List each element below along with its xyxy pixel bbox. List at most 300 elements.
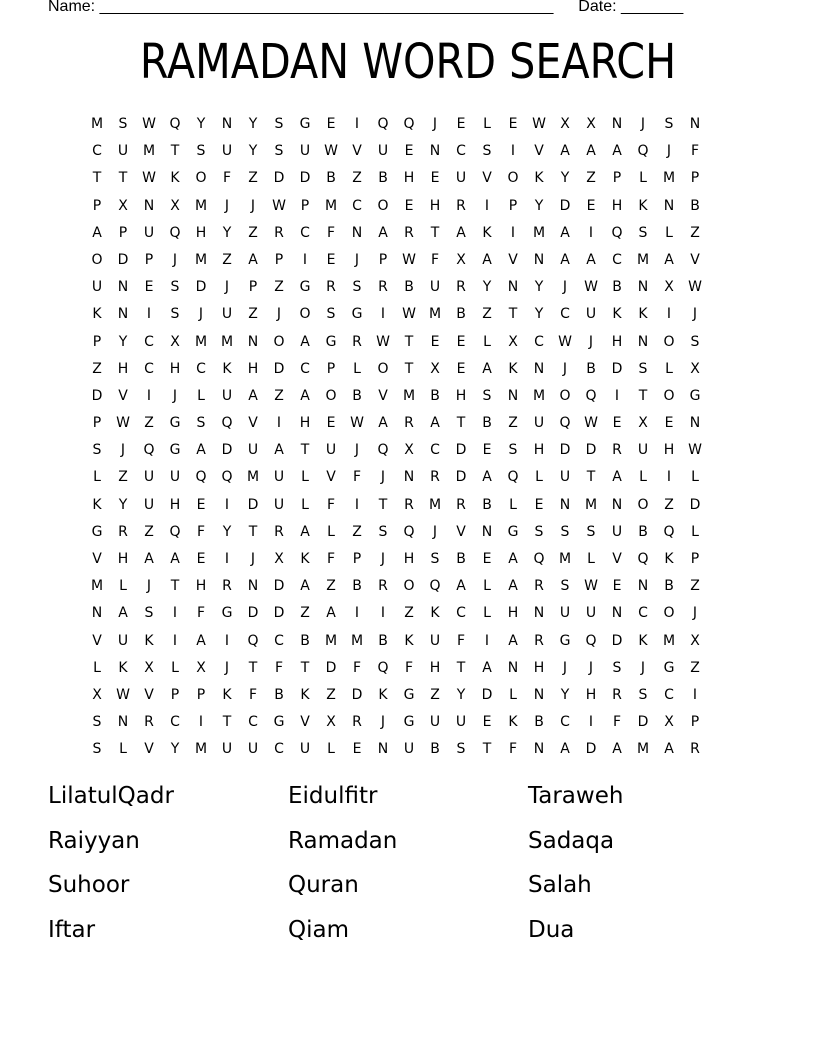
grid-letter: K xyxy=(92,496,102,513)
grid-letter: U xyxy=(559,605,571,622)
grid-letter: B xyxy=(482,496,492,513)
grid-letter: N xyxy=(611,496,623,513)
grid-letter: Y xyxy=(118,333,128,350)
grid-letter: D xyxy=(611,632,623,649)
grid-letter: H xyxy=(403,170,415,187)
grid-letter: J xyxy=(354,442,360,459)
grid-letter: U xyxy=(117,632,129,649)
grid-letter: O xyxy=(403,578,415,595)
grid-letter: S xyxy=(170,279,180,296)
grid-letter: A xyxy=(456,578,466,595)
grid-letter: R xyxy=(222,578,232,595)
grid-letter: T xyxy=(456,659,466,676)
grid-letter: Z xyxy=(690,224,700,241)
grid-letter: O xyxy=(299,306,311,323)
grid-letter: Z xyxy=(326,578,336,595)
grid-letter: G xyxy=(169,415,181,432)
grid-letter: X xyxy=(118,197,128,214)
grid-letter: M xyxy=(558,551,572,567)
grid-letter: Z xyxy=(118,469,128,486)
grid-letter: Y xyxy=(534,197,544,214)
grid-letter: Q xyxy=(377,659,389,676)
grid-letter: C xyxy=(664,686,674,703)
grid-letter: L xyxy=(327,523,335,540)
grid-letter: L xyxy=(509,686,517,703)
grid-letter: P xyxy=(274,251,284,268)
grid-letter: H xyxy=(195,224,207,241)
grid-letter: H xyxy=(195,578,207,595)
grid-letter: V xyxy=(508,251,518,268)
grid-letter: N xyxy=(637,279,649,296)
grid-letter: V xyxy=(92,632,102,649)
grid-letter: S xyxy=(430,551,440,567)
grid-letter: U xyxy=(455,170,467,187)
grid-letter: N xyxy=(533,251,545,268)
grid-letter: X xyxy=(690,360,700,377)
grid-letter: U xyxy=(559,469,571,486)
grid-letter: W xyxy=(142,116,156,132)
grid-letter: A xyxy=(664,741,674,758)
grid-letter: D xyxy=(221,442,233,459)
grid-letter: I xyxy=(224,496,230,513)
grid-letter: D xyxy=(611,360,623,377)
grid-letter: B xyxy=(638,523,648,540)
grid-letter: Z xyxy=(274,279,284,296)
grid-letter: C xyxy=(612,251,622,268)
grid-letter: I xyxy=(146,306,152,323)
grid-letter: K xyxy=(482,224,492,241)
grid-letter: S xyxy=(482,387,492,404)
grid-letter: I xyxy=(588,714,594,731)
grid-letter: F xyxy=(222,170,232,187)
grid-letter: R xyxy=(430,469,440,486)
grid-letter: E xyxy=(508,116,518,132)
grid-letter: M xyxy=(324,197,338,214)
grid-letter: N xyxy=(637,333,649,350)
grid-letter: A xyxy=(170,551,180,567)
grid-letter: W xyxy=(558,333,572,350)
grid-letter: L xyxy=(119,741,127,758)
grid-letter: J xyxy=(380,714,386,731)
grid-letter: U xyxy=(143,496,155,513)
grid-letter: T xyxy=(300,442,310,459)
grid-letter: P xyxy=(508,197,518,214)
grid-letter: D xyxy=(351,686,363,703)
grid-letter: X xyxy=(196,659,206,676)
grid-letter: G xyxy=(91,523,103,540)
grid-letter: U xyxy=(91,279,103,296)
grid-letter: V xyxy=(456,523,466,540)
grid-letter: A xyxy=(664,251,674,268)
grid-letter: M xyxy=(636,741,650,758)
letter-grid xyxy=(84,111,708,764)
grid-letter: J xyxy=(354,251,360,268)
grid-letter: X xyxy=(664,279,674,296)
grid-letter: S xyxy=(508,442,518,459)
grid-letter: Q xyxy=(195,469,207,486)
grid-letter: A xyxy=(300,333,310,350)
grid-letter: W xyxy=(324,143,338,160)
grid-letter: W xyxy=(402,306,416,323)
grid-letter: W xyxy=(272,197,286,214)
grid-letter: V xyxy=(690,251,700,268)
grid-letter: H xyxy=(663,442,675,459)
grid-letter: M xyxy=(194,741,208,758)
grid-letter: L xyxy=(483,333,491,350)
grid-letter: Z xyxy=(586,170,596,187)
grid-letter: I xyxy=(484,197,490,214)
grid-letter: G xyxy=(559,632,571,649)
grid-letter: Z xyxy=(92,360,102,377)
grid-letter: C xyxy=(300,224,310,241)
grid-letter: B xyxy=(300,632,310,649)
grid-letter: X xyxy=(560,116,570,132)
grid-letter: T xyxy=(482,741,492,758)
grid-letter: J xyxy=(250,197,256,214)
grid-letter: I xyxy=(198,714,204,731)
grid-letter: Z xyxy=(326,686,336,703)
grid-letter: Q xyxy=(169,523,181,540)
grid-letter: S xyxy=(612,659,622,676)
grid-letter: H xyxy=(117,551,129,567)
grid-letter: E xyxy=(664,415,674,432)
grid-letter: U xyxy=(429,632,441,649)
grid-letter: R xyxy=(456,197,466,214)
word-list-item: Qiam xyxy=(288,916,349,943)
grid-letter: B xyxy=(586,360,596,377)
grid-letter: X xyxy=(404,442,414,459)
grid-letter: D xyxy=(559,197,571,214)
grid-letter: Q xyxy=(533,551,545,567)
grid-letter: J xyxy=(640,116,646,132)
word-list-item: Iftar xyxy=(48,916,96,943)
grid-letter: T xyxy=(222,714,232,731)
word-list-item: Salah xyxy=(528,872,592,898)
grid-letter: W xyxy=(142,170,156,187)
grid-letter: P xyxy=(690,714,700,731)
grid-letter: K xyxy=(612,306,622,323)
grid-letter: Z xyxy=(404,605,414,622)
grid-letter: A xyxy=(248,387,258,404)
grid-letter: E xyxy=(456,360,466,377)
grid-letter: N xyxy=(247,578,259,595)
grid-letter: Y xyxy=(118,496,128,513)
grid-letter: E xyxy=(482,442,492,459)
grid-letter: B xyxy=(456,551,466,567)
word-list xyxy=(48,778,768,956)
grid-letter: U xyxy=(429,279,441,296)
grid-letter: F xyxy=(248,686,258,703)
grid-letter: V xyxy=(534,143,544,160)
grid-letter: C xyxy=(456,143,466,160)
grid-letter: B xyxy=(690,197,700,214)
grid-letter: H xyxy=(611,197,623,214)
grid-letter: S xyxy=(274,116,284,132)
grid-letter: E xyxy=(326,415,336,432)
grid-letter: J xyxy=(588,659,594,676)
grid-letter: S xyxy=(560,578,570,595)
grid-letter: Z xyxy=(508,415,518,432)
grid-letter: R xyxy=(144,714,154,731)
grid-letter: O xyxy=(663,333,675,350)
grid-letter: L xyxy=(301,469,309,486)
grid-letter: B xyxy=(326,170,336,187)
grid-letter: A xyxy=(560,741,570,758)
grid-letter: V xyxy=(144,741,154,758)
grid-letter: Q xyxy=(403,523,415,540)
grid-letter: N xyxy=(507,387,519,404)
grid-letter: M xyxy=(246,469,260,486)
grid-letter: A xyxy=(612,741,622,758)
grid-letter: I xyxy=(224,632,230,649)
grid-letter: Z xyxy=(144,523,154,540)
grid-letter: P xyxy=(170,686,180,703)
grid-letter: W xyxy=(584,415,598,432)
grid-letter: M xyxy=(194,197,208,214)
grid-letter: Q xyxy=(559,415,571,432)
grid-letter: N xyxy=(611,116,623,132)
grid-letter: F xyxy=(352,469,362,486)
grid-letter: U xyxy=(325,442,337,459)
grid-letter: N xyxy=(611,605,623,622)
grid-letter: V xyxy=(92,551,102,567)
grid-letter: J xyxy=(692,306,698,323)
grid-letter: C xyxy=(300,360,310,377)
grid-letter: F xyxy=(430,251,440,268)
grid-letter: J xyxy=(146,578,152,595)
grid-letter: I xyxy=(588,224,594,241)
grid-letter: R xyxy=(690,741,700,758)
grid-letter: I xyxy=(302,251,308,268)
grid-letter: K xyxy=(300,551,310,567)
grid-letter: N xyxy=(247,333,259,350)
grid-letter: N xyxy=(559,496,571,513)
grid-letter: K xyxy=(222,360,232,377)
grid-letter: G xyxy=(403,686,415,703)
word-list-item: Dua xyxy=(528,916,575,943)
grid-letter: U xyxy=(273,496,285,513)
grid-letter: E xyxy=(534,496,544,513)
grid-letter: B xyxy=(664,578,674,595)
grid-letter: A xyxy=(482,659,492,676)
grid-letter: E xyxy=(430,333,440,350)
grid-letter: P xyxy=(92,415,102,432)
grid-letter: C xyxy=(560,306,570,323)
grid-letter: A xyxy=(586,251,596,268)
grid-letter: A xyxy=(560,143,570,160)
grid-letter: A xyxy=(482,360,492,377)
grid-letter: D xyxy=(481,686,493,703)
grid-letter: A xyxy=(274,442,284,459)
grid-letter: Y xyxy=(534,279,544,296)
grid-letter: R xyxy=(404,415,414,432)
grid-letter: P xyxy=(378,251,388,268)
grid-letter: S xyxy=(196,415,206,432)
grid-letter: T xyxy=(456,415,466,432)
grid-letter: R xyxy=(404,224,414,241)
grid-letter: N xyxy=(117,279,129,296)
grid-letter: L xyxy=(197,387,205,404)
grid-letter: S xyxy=(144,605,154,622)
grid-letter: E xyxy=(404,143,414,160)
grid-letter: C xyxy=(274,741,284,758)
grid-letter: T xyxy=(118,170,128,187)
grid-letter: R xyxy=(352,333,362,350)
grid-letter: Z xyxy=(664,496,674,513)
grid-letter: D xyxy=(689,496,701,513)
grid-letter: B xyxy=(352,578,362,595)
grid-letter: S xyxy=(170,306,180,323)
grid-letter: K xyxy=(404,632,414,649)
grid-letter: I xyxy=(354,496,360,513)
grid-letter: U xyxy=(169,469,181,486)
grid-letter: E xyxy=(196,496,206,513)
grid-letter: K xyxy=(664,551,674,567)
grid-letter: G xyxy=(299,116,311,132)
grid-letter: O xyxy=(195,170,207,187)
grid-letter: E xyxy=(430,170,440,187)
grid-letter: C xyxy=(638,605,648,622)
grid-letter: T xyxy=(378,496,388,513)
grid-letter: R xyxy=(274,523,284,540)
grid-letter: A xyxy=(248,251,258,268)
page-title: RAMADAN WORD SEARCH xyxy=(139,34,677,90)
grid-letter: D xyxy=(247,496,259,513)
grid-letter: Y xyxy=(248,143,258,160)
grid-letter: S xyxy=(690,333,700,350)
grid-letter: X xyxy=(92,686,102,703)
grid-letter: E xyxy=(482,714,492,731)
grid-letter: S xyxy=(274,143,284,160)
grid-letter: Z xyxy=(248,306,258,323)
grid-letter: E xyxy=(612,415,622,432)
grid-letter: J xyxy=(562,360,568,377)
grid-letter: R xyxy=(326,279,336,296)
grid-letter: I xyxy=(172,632,178,649)
grid-letter: W xyxy=(688,442,702,459)
grid-letter: B xyxy=(482,415,492,432)
grid-letter: N xyxy=(507,659,519,676)
grid-letter: P xyxy=(144,251,154,268)
grid-letter: B xyxy=(430,741,440,758)
grid-letter: U xyxy=(143,469,155,486)
word-list-item: Ramadan xyxy=(288,827,398,854)
grid-letter: A xyxy=(560,251,570,268)
grid-letter: N xyxy=(351,224,363,241)
grid-letter: G xyxy=(221,605,233,622)
grid-letter: U xyxy=(247,741,259,758)
grid-letter: B xyxy=(352,387,362,404)
grid-letter: Y xyxy=(482,279,492,296)
grid-letter: L xyxy=(483,605,491,622)
word-list-item: Eidulfitr xyxy=(288,783,378,809)
grid-letter: P xyxy=(92,197,102,214)
grid-letter: U xyxy=(221,306,233,323)
grid-letter: A xyxy=(430,415,440,432)
grid-letter: U xyxy=(247,442,259,459)
grid-letter: K xyxy=(170,170,180,187)
grid-letter: Y xyxy=(248,116,258,132)
grid-letter: Q xyxy=(637,143,649,160)
grid-letter: W xyxy=(402,251,416,268)
grid-letter: J xyxy=(432,523,438,540)
grid-letter: I xyxy=(224,551,230,567)
grid-letter: E xyxy=(612,578,622,595)
grid-letter: M xyxy=(142,143,156,160)
grid-letter: A xyxy=(196,632,206,649)
grid-letter: H xyxy=(429,197,441,214)
grid-letter: I xyxy=(666,306,672,323)
grid-letter: T xyxy=(586,469,596,486)
grid-letter: K xyxy=(430,605,440,622)
grid-letter: A xyxy=(508,578,518,595)
grid-letter: N xyxy=(221,116,233,132)
grid-letter: O xyxy=(559,387,571,404)
grid-letter: V xyxy=(248,415,258,432)
grid-letter: C xyxy=(248,714,258,731)
grid-letter: Q xyxy=(221,415,233,432)
grid-letter: J xyxy=(562,279,568,296)
grid-letter: N xyxy=(429,143,441,160)
grid-letter: Q xyxy=(247,632,259,649)
grid-letter: U xyxy=(533,415,545,432)
grid-letter: K xyxy=(144,632,154,649)
grid-letter: H xyxy=(429,659,441,676)
grid-letter: C xyxy=(430,442,440,459)
grid-letter: E xyxy=(404,197,414,214)
grid-letter: J xyxy=(380,469,386,486)
grid-letter: J xyxy=(172,251,178,268)
grid-letter: M xyxy=(428,496,442,513)
grid-letter: S xyxy=(560,523,570,540)
grid-letter: N xyxy=(117,714,129,731)
grid-letter: H xyxy=(169,496,181,513)
grid-letter: A xyxy=(300,523,310,540)
grid-letter: A xyxy=(612,469,622,486)
grid-letter: H xyxy=(533,442,545,459)
grid-letter: L xyxy=(483,578,491,595)
grid-letter: W xyxy=(116,415,130,432)
grid-letter: U xyxy=(611,523,623,540)
grid-letter: Q xyxy=(585,387,597,404)
grid-letter: K xyxy=(300,686,310,703)
grid-letter: M xyxy=(662,632,676,649)
grid-letter: B xyxy=(430,387,440,404)
word-list-item: Taraweh xyxy=(528,783,624,809)
grid-letter: R xyxy=(378,279,388,296)
grid-letter: N xyxy=(689,415,701,432)
grid-letter: N xyxy=(689,116,701,132)
grid-letter: F xyxy=(612,714,622,731)
grid-letter: E xyxy=(326,251,336,268)
grid-letter: G xyxy=(663,659,675,676)
grid-letter: C xyxy=(92,143,102,160)
grid-letter: Q xyxy=(585,632,597,649)
grid-letter: M xyxy=(636,251,650,268)
grid-letter: Z xyxy=(248,170,258,187)
grid-letter: U xyxy=(403,741,415,758)
grid-letter: R xyxy=(456,496,466,513)
grid-letter: G xyxy=(273,714,285,731)
grid-letter: M xyxy=(402,387,416,404)
grid-letter: F xyxy=(352,659,362,676)
grid-letter: J xyxy=(666,143,672,160)
grid-letter: D xyxy=(299,170,311,187)
grid-letter: A xyxy=(378,224,388,241)
grid-letter: I xyxy=(666,469,672,486)
grid-letter: E xyxy=(144,279,154,296)
grid-letter: W xyxy=(584,578,598,595)
